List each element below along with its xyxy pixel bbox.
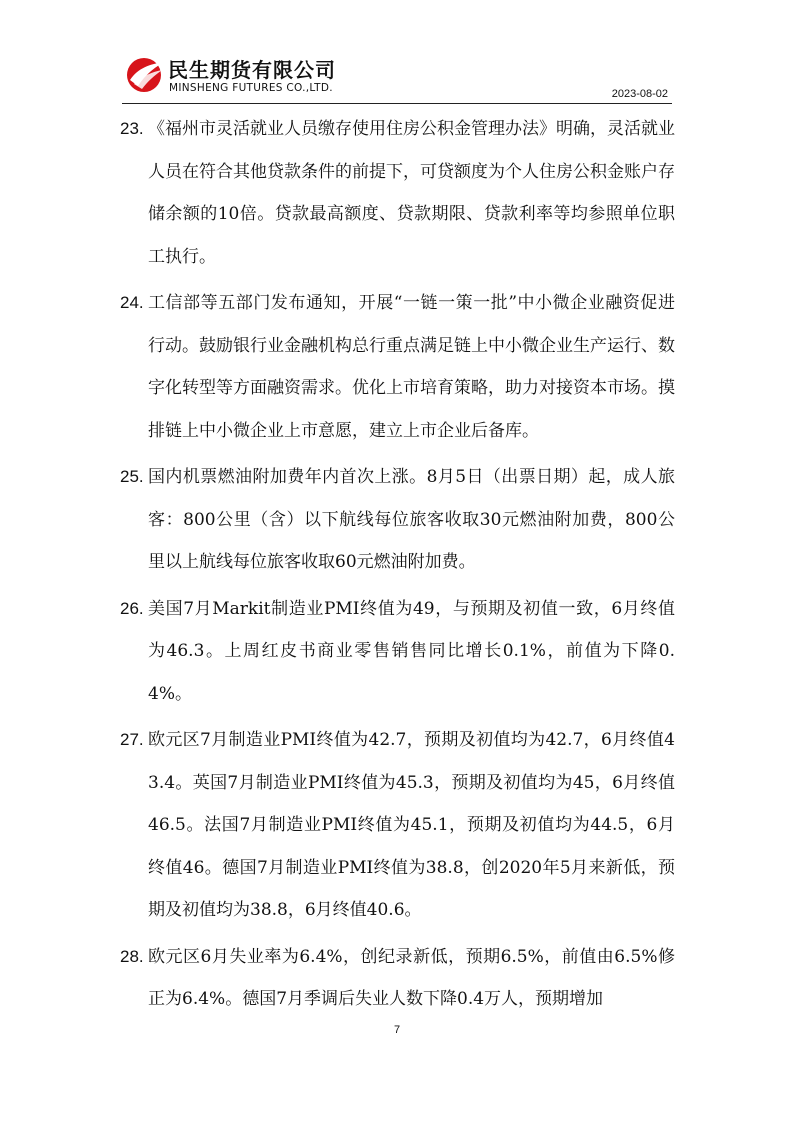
list-item: [120, 282, 675, 452]
list-item: [120, 456, 675, 584]
company-logo: [124, 54, 364, 100]
list-item: [120, 588, 675, 716]
list-item: [120, 936, 675, 1021]
item-number: 28.: [120, 946, 144, 966]
item-number: 26.: [120, 598, 144, 618]
item-text: 《福州市灵活就业人员缴存使用住房公积金管理办法》明确，灵活就业人员在符合其他贷款条件的前提下，可贷额度为个人住房公积金账户存储余额的10倍。贷款最高额度、贷款期限、贷款利率等均参照单位职工执行。: [148, 119, 675, 267]
item-number: 25.: [120, 467, 144, 486]
company-name-cn: 民生期货有限公司: [168, 58, 336, 82]
item-text: 欧元区6月失业率为6.4%，创纪录新低，预期6.5%，前值由6.5%修正为6.4%。德国7月季调后失业人数下降0.4万人，预期增加: [148, 946, 675, 1009]
company-name-en: MINSHENG FUTURES CO.,LTD.: [169, 82, 333, 94]
page-number: 7: [393, 1024, 401, 1036]
news-list: [120, 108, 675, 1025]
page-header: [0, 0, 794, 110]
item-number: 24.: [120, 293, 144, 312]
item-text: 欧元区7月制造业PMI终值为42.7，预期及初值均为42.7，6月终值43.4。英国7月制造业PMI终值为45.3，预期及初值均为45，6月终值46.5。法国7月制造业PMI终值为45.1，预期及初值均为44.5，6月终值46。德国7月制造业PMI终值为38.8，创2020年5月来新低，预期及初值均为38.8，6月终值40.6。: [148, 730, 675, 920]
header-divider: [122, 103, 672, 104]
item-text: 美国7月Markit制造业PMI终值为49，与预期及初值一致，6月终值为46.3。上周红皮书商业零售销售同比增长0.1%，前值为下降0.4%。: [148, 598, 675, 704]
item-text: 工信部等五部门发布通知，开展“一链一策一批”中小微企业融资促进行动。鼓励银行业金融机构总行重点满足链上中小微企业生产运行、数字化转型等方面融资需求。优化上市培育策略，助力对接资本市场。摸排链上中小微企业上市意愿，建立上市企业后备库。: [148, 293, 675, 441]
item-text: 国内机票燃油附加费年内首次上涨。8月5日（出票日期）起，成人旅客：800公里（含）以下航线每位旅客收取30元燃油附加费，800公里以上航线每位旅客收取60元燃油附加费。: [148, 467, 675, 572]
minsheng-logo-icon: [124, 54, 166, 94]
list-item: [120, 719, 675, 932]
report-date: 2023-08-02: [611, 88, 668, 100]
item-number: 23.: [120, 119, 144, 138]
item-number: 27.: [120, 730, 144, 749]
list-item: [120, 108, 675, 278]
